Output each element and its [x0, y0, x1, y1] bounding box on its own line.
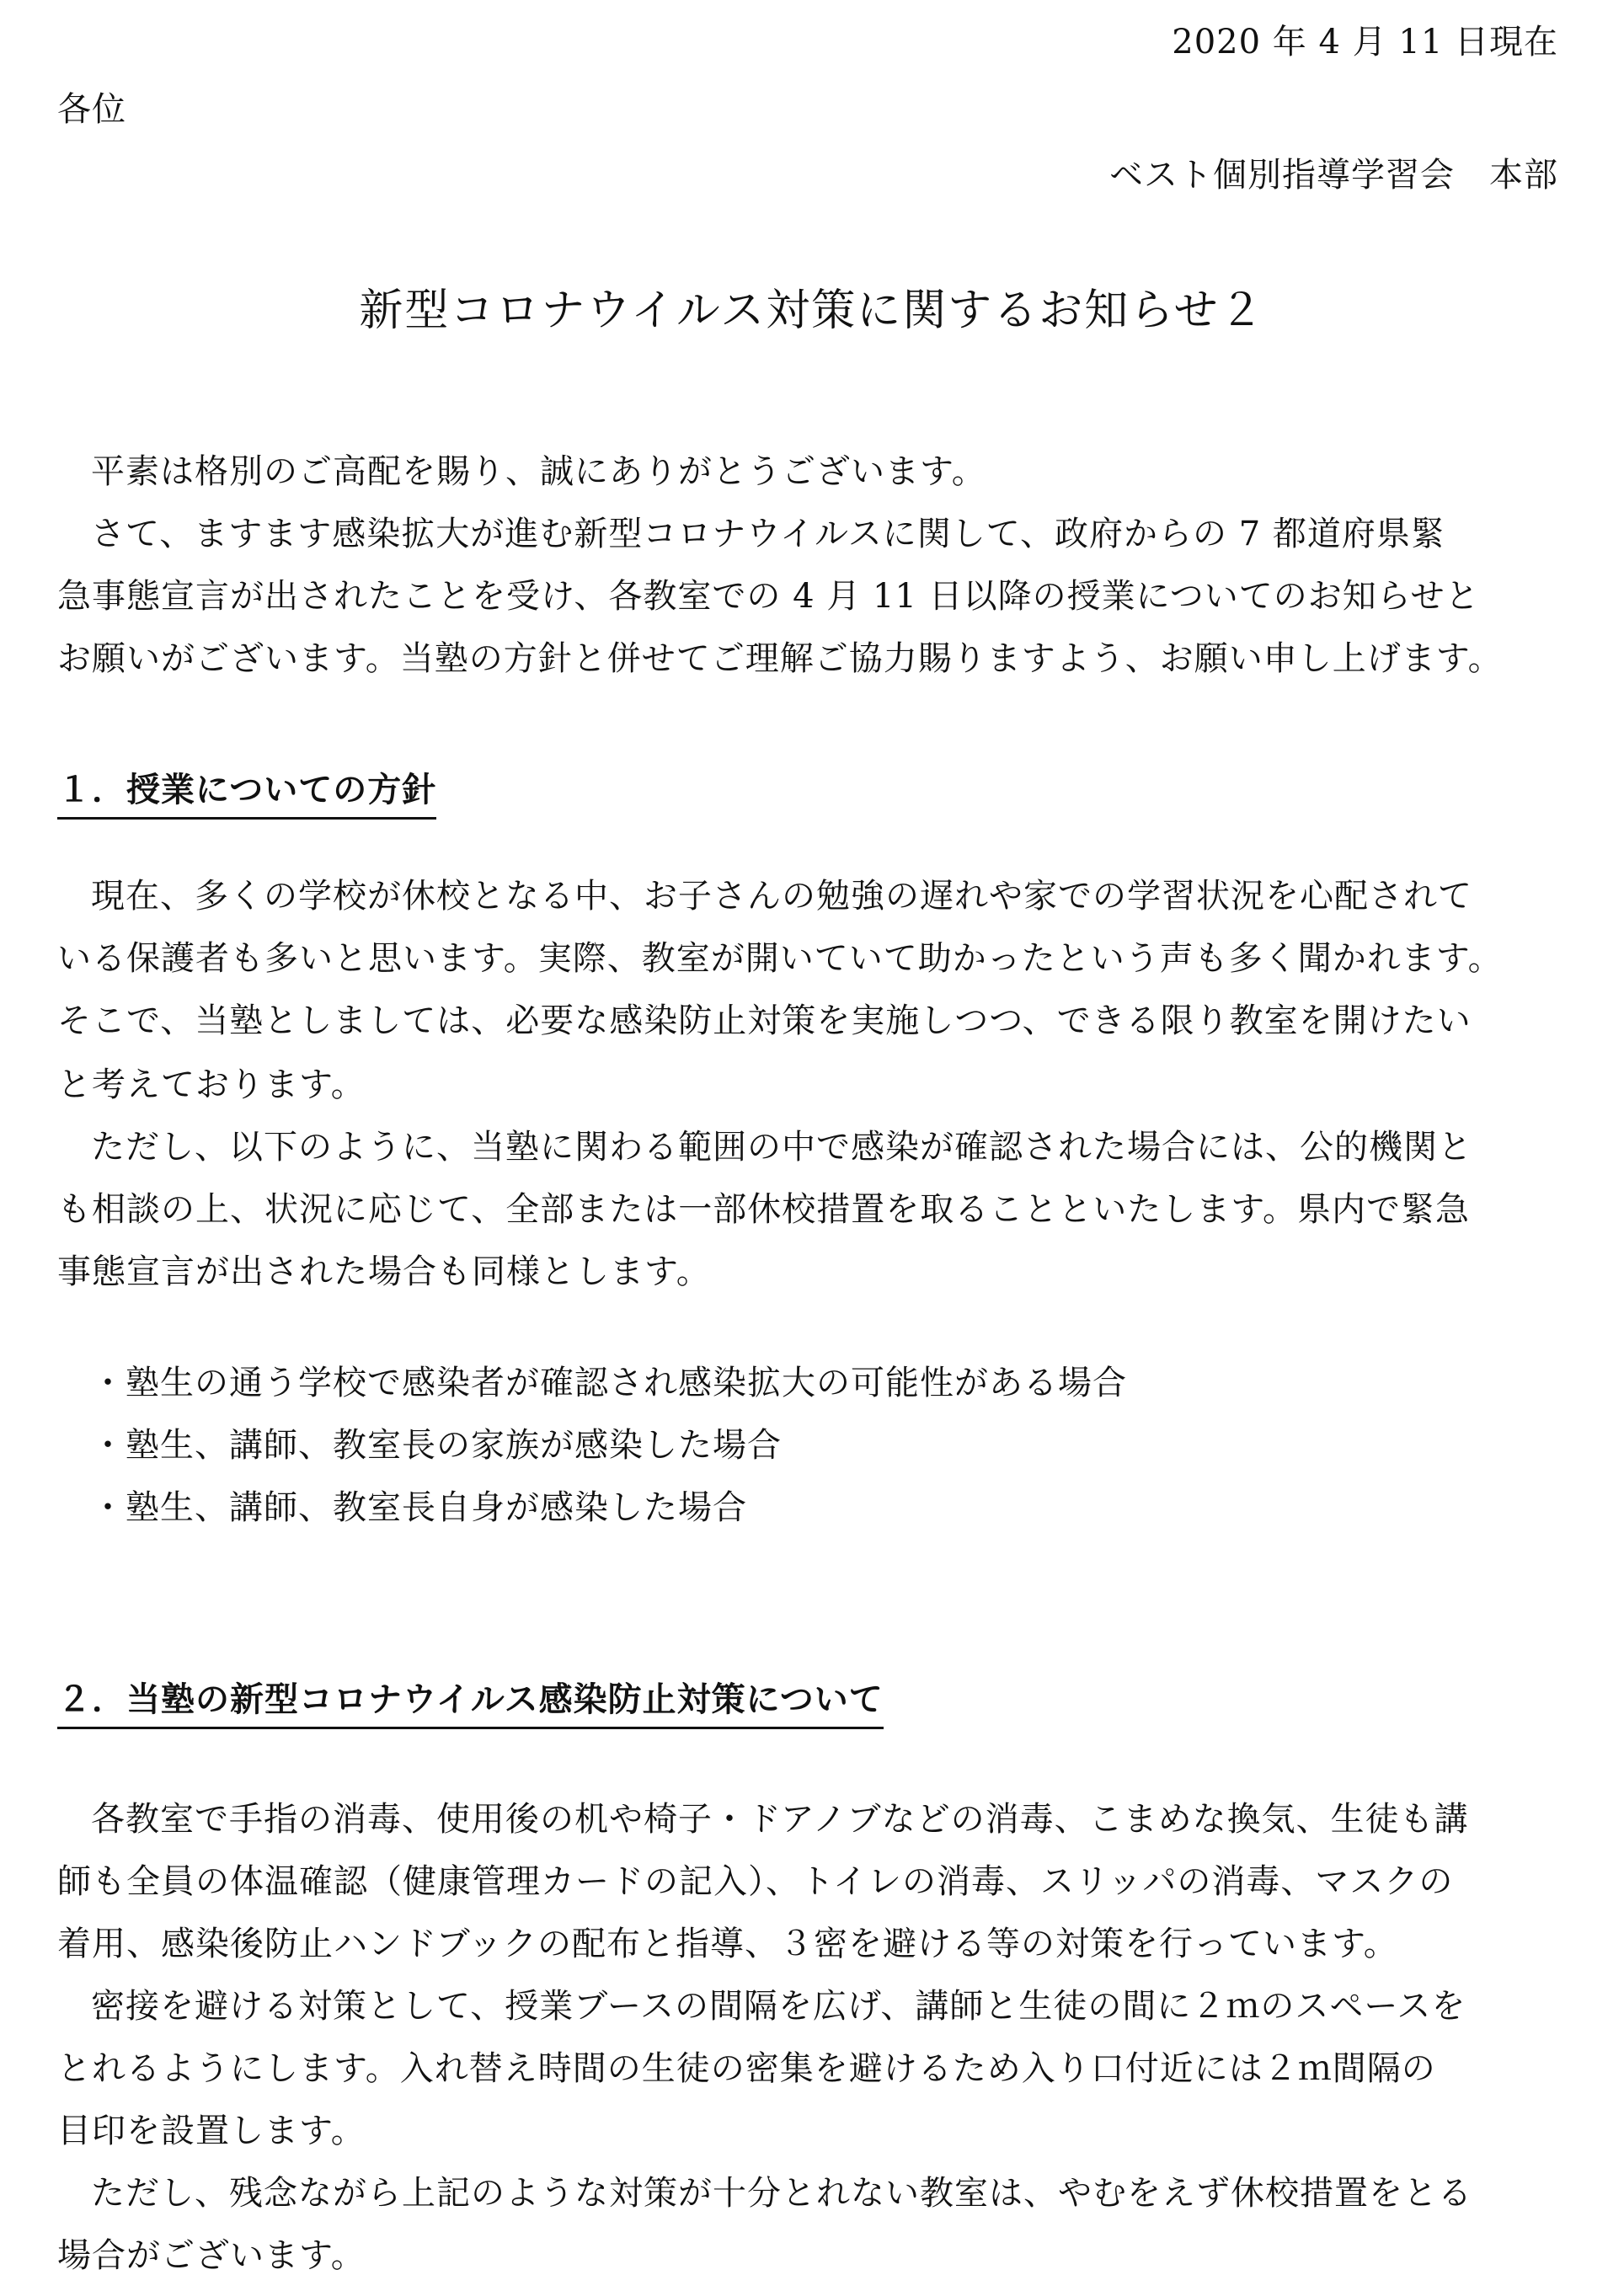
- section2-line: 目印を設置します。: [57, 2112, 366, 2150]
- section2-line: 師も全員の体温確認（健康管理カードの記入）、トイレの消毒、スリッパの消毒、マスクの: [57, 1862, 1454, 1901]
- section2-line: 各教室で手指の消毒、使用後の机や椅子・ドアノブなどの消毒、こまめな換気、生徒も講: [91, 1800, 1469, 1839]
- section2-line: 着用、感染後防止ハンドブックの配布と指導、３密を避ける等の対策を行っています。: [57, 1925, 1398, 1963]
- intro-line: 平素は格別のご高配を賜り、誠にありがとうございます。: [91, 452, 986, 491]
- section1-bullet: ・塾生、講師、教室長自身が感染した場合: [91, 1488, 747, 1527]
- sender-name: ベスト個別指導学習会 本部: [1109, 156, 1558, 195]
- recipient-label: 各位: [57, 90, 126, 129]
- section1-line: と考えております。: [57, 1065, 366, 1104]
- section1-line: 現在、多くの学校が休校となる中、お子さんの勉強の遅れや家での学習状況を心配されて: [91, 877, 1472, 916]
- section2-line: とれるようにします。入れ替え時間の生徒の密集を避けるため入り口付近には２ｍ間隔の: [57, 2049, 1436, 2088]
- section2-line: 密接を避ける対策として、授業ブースの間隔を広げ、講師と生徒の間に２ｍのスペースを: [91, 1987, 1466, 2026]
- section2-heading: ２．当塾の新型コロナウイルス感染防止対策について: [57, 1678, 884, 1729]
- document-title: 新型コロナウイルス対策に関するお知らせ２: [359, 286, 1265, 336]
- intro-line: さて、ますます感染拡大が進む新型コロナウイルスに関して、政府からの 7 都道府県緊: [91, 515, 1445, 553]
- section1-bullet: ・塾生、講師、教室長の家族が感染した場合: [91, 1426, 782, 1465]
- section1-line: も相談の上、状況に応じて、全部または一部休校措置を取ることといたします。県内で緊急: [57, 1190, 1470, 1229]
- section2-line: 場合がございます。: [57, 2236, 366, 2275]
- section1-line: 事態宣言が出された場合も同様とします。: [57, 1252, 711, 1291]
- intro-line: お願いがございます。当塾の方針と併せてご理解ご協力賜りますよう、お願い申し上げます。: [57, 639, 1503, 678]
- intro-line: 急事態宣言が出されたことを受け、各教室での 4 月 11 日以降の授業についてのお知らせと: [57, 577, 1480, 616]
- section1-line: ただし、以下のように、当塾に関わる範囲の中で感染が確認された場合には、公的機関と: [91, 1128, 1472, 1167]
- section1-line: いる保護者も多いと思います。実際、教室が開いていて助かったという声も多く聞かれます。: [57, 939, 1503, 978]
- document-date: 2020 年 4 月 11 日現在: [1172, 23, 1558, 61]
- section2-line: ただし、残念ながら上記のような対策が十分とれない教室は、やむをえず休校措置をとる: [91, 2174, 1472, 2213]
- section1-bullet: ・塾生の通う学校で感染者が確認され感染拡大の可能性がある場合: [91, 1364, 1127, 1402]
- section1-heading: １．授業についての方針: [57, 768, 436, 820]
- section1-line: そこで、当塾としましては、必要な感染防止対策を実施しつつ、できる限り教室を開けたい: [57, 1001, 1472, 1040]
